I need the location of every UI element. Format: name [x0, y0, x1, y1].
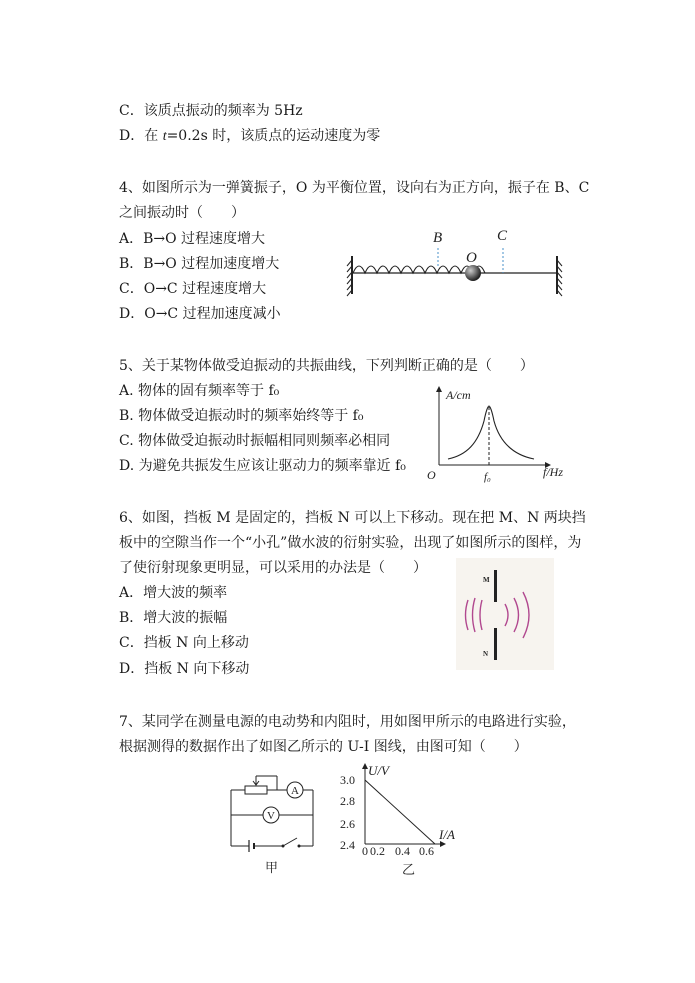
- q6-option-b: B．增大波的振幅: [119, 610, 228, 626]
- q4-option-a: A．B→O 过程速度增大: [119, 231, 266, 247]
- q4-stem-line1: 4、如图所示为一弹簧振子，O 为平衡位置，设向右为正方向，振子在 B、C: [119, 180, 590, 196]
- q6-stem-line3: 了使衍射现象更明显，可以采用的办法是（ ）: [119, 560, 427, 576]
- q3-option-d-pre: D．在: [119, 128, 163, 144]
- resonance-curve-figure: [422, 383, 582, 483]
- q6-stem-line1: 6、如图，挡板 M 是固定的，挡板 N 可以上下移动。现在把 M、N 两块挡: [119, 510, 586, 526]
- q4-stem-line2: 之间振动时（ ）: [119, 205, 245, 221]
- axis-label-i: I/A: [439, 827, 455, 842]
- q3-option-c: C．该质点振动的频率为 5Hz: [119, 103, 303, 119]
- q6-option-d: D．挡板 N 向下移动: [119, 661, 250, 677]
- x-tick-0-4: 0.4: [395, 844, 410, 858]
- ammeter-symbol: A: [291, 785, 299, 797]
- q5-option-c: C. 物体做受迫振动时振幅相同则频率必相同: [119, 433, 391, 449]
- peak-freq-label: f₀: [484, 471, 491, 483]
- origin-label: O: [427, 468, 436, 482]
- q5-option-a: A. 物体的固有频率等于 f₀: [119, 383, 280, 399]
- label-m: M: [483, 576, 490, 584]
- q5-stem: 5、关于某物体做受迫振动的共振曲线，下列判断正确的是（ ）: [119, 358, 534, 374]
- axis-label-f: f/Hz: [543, 465, 564, 479]
- y-tick-2-8: 2.8: [340, 794, 355, 808]
- q5-option-b: B. 物体做受迫振动时的频率始终等于 f₀: [119, 408, 364, 424]
- graph-caption: 乙: [402, 862, 416, 877]
- q7-stem-line1: 7、某同学在测量电源的电动势和内阻时，用如图甲所示的电路进行实验，: [119, 714, 576, 730]
- q4-option-d: D．O→C 过程加速度减小: [119, 306, 281, 322]
- u-i-graph: [335, 760, 460, 878]
- q4-option-b: B．B→O 过程加速度增大: [119, 256, 280, 272]
- label-n: N: [483, 650, 489, 658]
- circuit-diagram: [225, 768, 325, 878]
- spring-oscillator-figure: [345, 220, 575, 300]
- x-tick-0: 0: [362, 844, 368, 858]
- circuit-caption: 甲: [265, 860, 279, 875]
- q6-option-c: C．挡板 N 向上移动: [119, 635, 249, 651]
- q5-option-d: D. 为避免共振发生应该让驱动力的频率靠近 f₀: [119, 458, 406, 474]
- label-b: B: [433, 230, 443, 246]
- q3-option-d-t: t: [162, 129, 167, 144]
- label-c: C: [497, 228, 508, 244]
- x-tick-0-6: 0.6: [419, 844, 434, 858]
- wave-diffraction-figure: [456, 558, 554, 670]
- q4-option-c: C．O→C 过程速度增大: [119, 281, 267, 297]
- label-o: O: [466, 250, 477, 266]
- q3-option-d-post: =0.2s 时，该质点的运动速度为零: [166, 128, 381, 144]
- q3-option-d: [119, 126, 380, 147]
- q7-stem-line2: 根据测得的数据作出了如图乙所示的 U-I 图线，由图可知（ ）: [119, 739, 528, 755]
- axis-label-u: U/V: [368, 763, 389, 778]
- q6-stem-line2: 板中的空隙当作一个“小孔”做水波的衍射实验，出现了如图所示的图样，为: [119, 535, 582, 551]
- voltmeter-symbol: V: [267, 810, 275, 822]
- y-tick-2-4: 2.4: [340, 838, 355, 852]
- y-tick-2-6: 2.6: [340, 817, 355, 831]
- x-tick-0-2: 0.2: [370, 844, 385, 858]
- q6-option-a: A．增大波的频率: [119, 585, 228, 601]
- y-tick-3-0: 3.0: [340, 773, 355, 787]
- axis-label-a: A/cm: [446, 388, 471, 402]
